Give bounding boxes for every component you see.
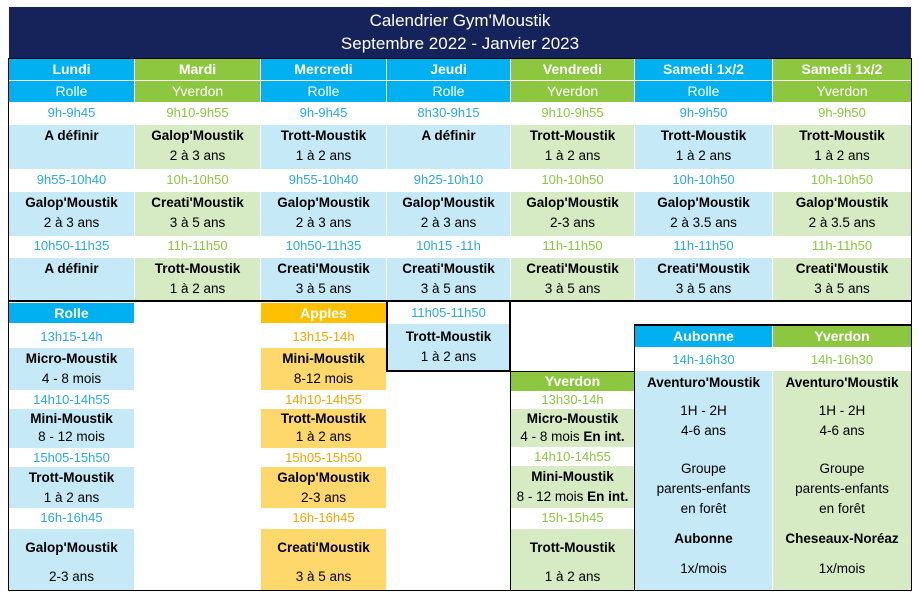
time-slot: 14h10-14h55 xyxy=(9,390,134,409)
time-slot: 10h-10h50 xyxy=(135,170,260,191)
afternoon-location-lundi: Rolle xyxy=(9,303,134,323)
activity-place: Aubonne xyxy=(674,531,733,546)
activity-cell xyxy=(635,371,772,590)
activity-name: Creati'Moustik xyxy=(277,540,370,555)
day-header-vendredi: Vendredi xyxy=(511,59,634,80)
activity-cell xyxy=(773,192,911,236)
afternoon-location-vendredi: Yverdon xyxy=(511,372,634,391)
title-line-1: Calendrier Gym'Moustik xyxy=(369,11,551,30)
time-slot: 9h55-10h40 xyxy=(9,170,134,191)
time-slot: 15h05-15h50 xyxy=(261,448,386,467)
activity-name: Trott-Moustik xyxy=(529,128,616,143)
activity-cell xyxy=(635,125,772,169)
activity-cell xyxy=(773,371,911,590)
title-line-2: Septembre 2022 - Janvier 2023 xyxy=(340,34,580,53)
activity-name: Micro-Moustik xyxy=(526,411,619,426)
activity-age: 3 à 5 ans xyxy=(420,281,477,296)
time-slot: 14h10-14h55 xyxy=(511,447,634,466)
time-slot: 9h10-9h55 xyxy=(135,103,260,124)
activity-name: A définir xyxy=(44,128,99,143)
time-slot: 9h-9h45 xyxy=(261,103,386,124)
activity-age: 2-3 ans xyxy=(48,569,95,584)
location-jeudi: Rolle xyxy=(387,81,510,102)
time-slot: 11h-11h50 xyxy=(773,236,911,257)
activity-name: Trott-Moustik xyxy=(28,470,115,485)
activity-duration: 1H - 2H xyxy=(680,403,727,418)
activity-name: Galop'Moustik xyxy=(795,195,889,210)
group-line-1: Groupe xyxy=(680,461,727,476)
activity-duration: 1H - 2H xyxy=(818,403,866,418)
group-line-1: Groupe xyxy=(819,461,865,476)
time-slot: 9h55-10h40 xyxy=(261,170,386,191)
activity-name: Trott-Moustik xyxy=(405,329,492,344)
activity-cell xyxy=(511,192,634,236)
time-slot: 9h25-10h10 xyxy=(387,170,510,191)
time-slot: 13h30-14h xyxy=(511,391,634,409)
time-slot: 9h10-9h55 xyxy=(511,103,634,124)
activity-cell xyxy=(511,466,634,508)
group-line-3: en forêt xyxy=(680,501,727,516)
time-slot: 15h05-15h50 xyxy=(9,448,134,467)
time-slot: 10h-10h50 xyxy=(511,170,634,191)
time-slot: 14h-16h30 xyxy=(635,348,772,371)
activity-age: 1 à 2 ans xyxy=(814,148,870,163)
activity-name: Mini-Moustik xyxy=(531,469,614,484)
time-slot: 11h05-11h50 xyxy=(388,303,509,323)
activity-cell xyxy=(9,467,134,508)
activity-age: 2 à 3 ans xyxy=(420,215,477,230)
time-slot: 16h-16h45 xyxy=(9,508,134,529)
activity-age: 3 à 5 ans xyxy=(295,569,352,584)
location-mardi: Yverdon xyxy=(135,81,260,102)
activity-name: Trott-Moustik xyxy=(799,128,885,143)
activity-name: Galop'Moustik xyxy=(277,195,370,210)
activity-name: A définir xyxy=(44,261,99,276)
activity-cell xyxy=(9,192,134,236)
activity-place: Cheseaux-Noréaz xyxy=(785,531,899,546)
activity-cell xyxy=(9,409,134,448)
activity-age: 1 à 2 ans xyxy=(544,148,601,163)
activity-name: Trott-Moustik xyxy=(154,261,241,276)
activity-note: En int. xyxy=(583,429,625,444)
activity-name: Creati'Moustik xyxy=(657,261,750,276)
activity-age: 2-3 ans xyxy=(549,215,596,230)
activity-cell xyxy=(511,409,634,447)
activity-age: 2 à 3.5 ans xyxy=(808,215,876,230)
activity-name: Trott-Moustik xyxy=(529,540,616,555)
activity-age: 3 à 5 ans xyxy=(295,281,352,296)
activity-name: Galop'Moustik xyxy=(151,128,244,143)
activity-name: Creati'Moustik xyxy=(795,261,889,276)
activity-age: 1 à 2 ans xyxy=(675,148,732,163)
activity-age: 3 à 5 ans xyxy=(169,215,226,230)
activity-name: Galop'Moustik xyxy=(25,540,118,555)
day-header-lundi: Lundi xyxy=(9,59,134,80)
activity-age: 1 à 2 ans xyxy=(295,429,352,444)
activity-name: Mini-Moustik xyxy=(30,411,113,426)
group-line-2: parents-enfants xyxy=(656,481,751,496)
time-slot: 11h-11h50 xyxy=(635,236,772,257)
day-header-samedi-yverdon: Samedi 1x/2 xyxy=(773,59,911,80)
day-header-mardi: Mardi xyxy=(135,59,260,80)
afternoon-location-yverdon: Yverdon xyxy=(773,326,911,347)
day-header-samedi-rolle: Samedi 1x/2 xyxy=(635,59,772,80)
activity-name: Galop'Moustik xyxy=(277,470,370,485)
time-slot: 9h-9h50 xyxy=(773,103,911,124)
activity-age: 4-6 ans xyxy=(680,423,727,438)
activity-age: 1 à 2 ans xyxy=(295,148,352,163)
activity-age: 2 à 3 ans xyxy=(295,215,352,230)
time-slot: 10h50-11h35 xyxy=(261,236,386,257)
activity-name: Aventuro'Moustik xyxy=(647,375,760,390)
activity-age: 1 à 2 ans xyxy=(169,281,226,296)
location-mercredi: Rolle xyxy=(261,81,386,102)
activity-name: Trott-Moustik xyxy=(280,128,367,143)
activity-cell xyxy=(387,125,510,169)
location-vendredi: Yverdon xyxy=(511,81,634,102)
time-slot: 14h10-14h55 xyxy=(261,390,386,409)
time-slot: 10h50-11h35 xyxy=(9,236,134,257)
activity-cell xyxy=(261,529,386,590)
activity-cell xyxy=(9,125,134,169)
activity-cell xyxy=(387,258,510,300)
activity-name: Trott-Moustik xyxy=(280,411,367,426)
activity-name: Galop'Moustik xyxy=(402,195,495,210)
activity-frequency: 1x/mois xyxy=(680,561,727,576)
time-slot: 13h15-14h xyxy=(9,327,134,347)
activity-cell xyxy=(387,192,510,236)
activity-cell xyxy=(261,125,386,169)
activity-name: A définir xyxy=(421,128,476,143)
activity-age: 8 - 12 mois xyxy=(38,429,105,444)
time-slot: 10h15 -11h xyxy=(387,236,510,257)
time-slot: 11h-11h50 xyxy=(135,236,260,257)
group-line-2: parents-enfants xyxy=(795,481,889,496)
activity-cell xyxy=(261,467,386,508)
activity-cell xyxy=(511,529,634,590)
activity-name: Mini-Moustik xyxy=(282,351,365,366)
activity-name: Galop'Moustik xyxy=(657,195,750,210)
activity-age: 2 à 3.5 ans xyxy=(670,215,737,230)
time-slot: 9h-9h50 xyxy=(635,103,772,124)
activity-frequency: 1x/mois xyxy=(818,561,866,576)
time-slot: 13h15-14h xyxy=(261,327,386,347)
activity-cell xyxy=(635,192,772,236)
activity-cell xyxy=(635,258,772,300)
activity-age: 8-12 mois xyxy=(293,371,354,386)
activity-age: 2-3 ans xyxy=(300,490,347,505)
time-slot: 10h-10h50 xyxy=(773,170,911,191)
time-slot: 11h-11h50 xyxy=(511,236,634,257)
time-slot: 14h-16h30 xyxy=(773,348,911,371)
activity-cell xyxy=(511,258,634,300)
activity-age: 3 à 5 ans xyxy=(544,281,601,296)
activity-name: Trott-Moustik xyxy=(660,128,747,143)
activity-name: Galop'Moustik xyxy=(25,195,118,210)
activity-name: Creati'Moustik xyxy=(151,195,244,210)
activity-age: 8 - 12 mois xyxy=(516,489,584,504)
afternoon-location-aubonne: Aubonne xyxy=(635,326,772,347)
activity-cell xyxy=(773,125,911,169)
group-line-3: en forêt xyxy=(819,501,865,516)
activity-age: 4-6 ans xyxy=(819,423,865,438)
activity-note: En int. xyxy=(587,489,629,504)
activity-cell xyxy=(261,348,386,390)
time-slot: 10h-10h50 xyxy=(635,170,772,191)
activity-age: 4 - 8 mois xyxy=(520,429,580,444)
activity-cell xyxy=(135,258,260,300)
activity-age: 2 à 3 ans xyxy=(43,215,100,230)
time-slot: 8h30-9h15 xyxy=(387,103,510,124)
activity-cell xyxy=(9,348,134,390)
activity-cell xyxy=(135,192,260,236)
activity-name: Creati'Moustik xyxy=(402,261,495,276)
day-header-jeudi: Jeudi xyxy=(387,59,510,80)
location-samedi-yverdon: Yverdon xyxy=(773,81,911,102)
activity-age: 1 à 2 ans xyxy=(420,349,477,364)
activity-age: 1 à 2 ans xyxy=(43,490,100,505)
activity-name: Micro-Moustik xyxy=(25,351,118,366)
afternoon-location-mercredi: Apples xyxy=(261,303,386,323)
day-header-mercredi: Mercredi xyxy=(261,59,386,80)
activity-name: Galop'Moustik xyxy=(526,195,619,210)
activity-age: 1 à 2 ans xyxy=(544,569,601,584)
calendar-title xyxy=(9,7,911,58)
activity-age: 2 à 3 ans xyxy=(169,148,226,163)
activity-cell xyxy=(9,258,134,300)
location-lundi: Rolle xyxy=(9,81,134,102)
activity-cell xyxy=(511,125,634,169)
activity-cell xyxy=(261,409,386,448)
activity-age: 3 à 5 ans xyxy=(814,281,870,296)
activity-cell xyxy=(388,324,509,370)
time-slot: 15h-15h45 xyxy=(511,508,634,529)
activity-cell xyxy=(9,529,134,590)
activity-age: 4 - 8 mois xyxy=(41,371,102,386)
activity-name: Creati'Moustik xyxy=(526,261,619,276)
activity-cell xyxy=(261,192,386,236)
activity-age: 3 à 5 ans xyxy=(675,281,732,296)
time-slot: 9h-9h45 xyxy=(9,103,134,124)
activity-cell xyxy=(773,258,911,300)
location-samedi-rolle: Rolle xyxy=(635,81,772,102)
time-slot: 16h-16h45 xyxy=(261,508,386,529)
activity-cell xyxy=(261,258,386,300)
activity-cell xyxy=(135,125,260,169)
activity-name: Aventuro'Moustik xyxy=(785,375,899,390)
activity-name: Creati'Moustik xyxy=(277,261,370,276)
